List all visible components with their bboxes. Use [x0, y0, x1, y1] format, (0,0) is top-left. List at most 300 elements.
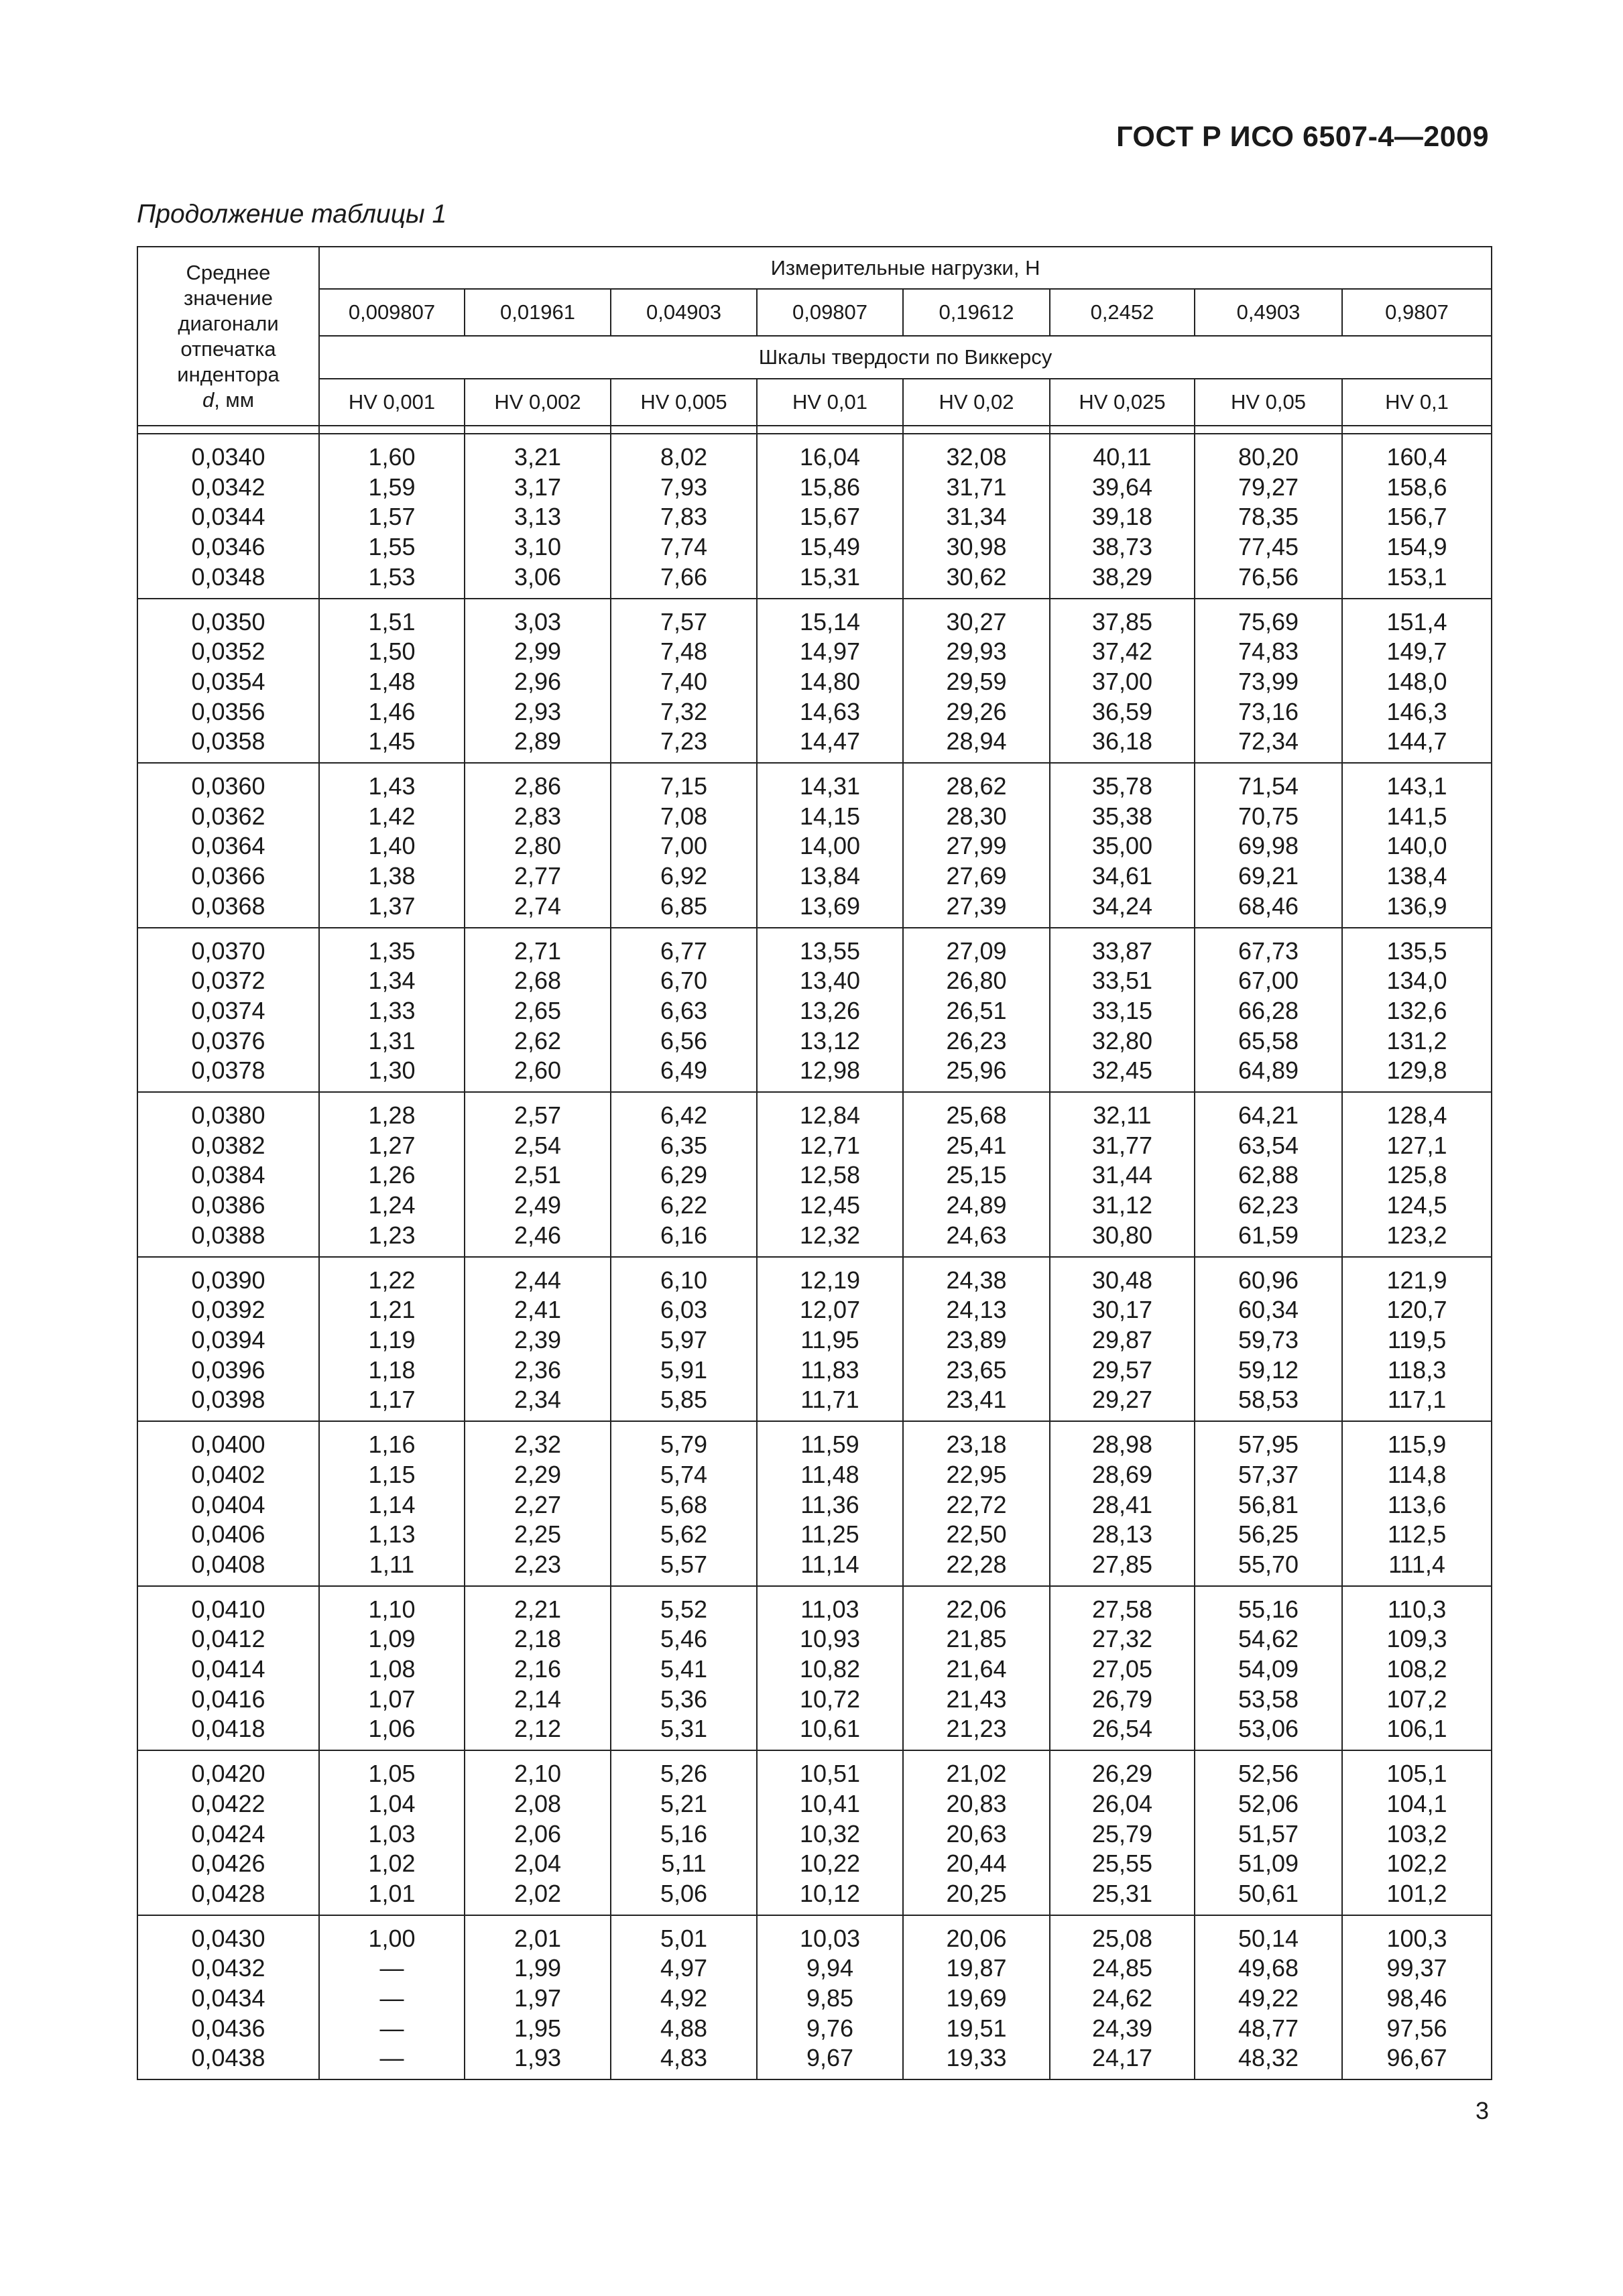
hardness-value: 20,06: [946, 1924, 1007, 1952]
hardness-value: 1,93: [514, 2044, 562, 2072]
hardness-values-cell: [465, 1750, 611, 1915]
hardness-value: 27,05: [1091, 1655, 1153, 1683]
hardness-value: 12,07: [799, 1296, 861, 1324]
hardness-value: 2,93: [514, 697, 562, 725]
hardness-value: 153,1: [1386, 562, 1447, 591]
hardness-values-cell: [903, 1257, 1050, 1422]
hardness-value: —: [379, 2014, 404, 2042]
hardness-value: 127,1: [1386, 1131, 1447, 1159]
hardness-value: 14,31: [799, 772, 861, 800]
hardness-value: 2,46: [514, 1221, 562, 1249]
hardness-value: 114,8: [1387, 1460, 1447, 1488]
hardness-value: 12,32: [799, 1221, 861, 1249]
hardness-value: 2,77: [514, 862, 562, 890]
hardness-value: 2,12: [514, 1715, 562, 1743]
hardness-value: 7,74: [660, 533, 708, 561]
load-value: 0,2452: [1050, 289, 1195, 336]
hardness-values-cell: [1342, 599, 1492, 764]
hardness-value: 2,32: [514, 1431, 562, 1459]
diagonal-value: 0,0368: [191, 892, 265, 920]
hardness-value: 15,31: [799, 562, 861, 591]
hardness-value: 12,71: [799, 1131, 861, 1159]
scale-label: HV 0,1: [1342, 379, 1492, 426]
hardness-value: —: [379, 1984, 404, 2012]
hardness-value: 2,68: [514, 967, 562, 995]
hardness-value: 32,11: [1093, 1101, 1152, 1130]
hardness-values-cell: [757, 599, 903, 764]
hardness-value: 23,65: [946, 1355, 1007, 1384]
hardness-value: 125,8: [1386, 1161, 1447, 1189]
load-value: 0,19612: [903, 289, 1050, 336]
hardness-value: 23,18: [946, 1431, 1007, 1459]
hardness-values-cell: [611, 1586, 757, 1751]
hardness-value: 2,96: [514, 667, 562, 695]
hardness-value: 6,16: [660, 1221, 708, 1249]
hardness-value: 11,36: [800, 1490, 859, 1518]
table-body: [137, 426, 1492, 2079]
hardness-value: —: [379, 2044, 404, 2072]
hardness-value: 2,29: [514, 1460, 562, 1488]
scale-label: HV 0,05: [1195, 379, 1342, 426]
hardness-value: 11,59: [800, 1431, 859, 1459]
hardness-value: 1,07: [368, 1685, 416, 1713]
hardness-value: 62,23: [1238, 1191, 1299, 1219]
hardness-value: 55,16: [1238, 1595, 1299, 1623]
hardness-value: 29,26: [946, 697, 1007, 725]
hardness-value: 23,41: [946, 1386, 1007, 1414]
hardness-value: 1,57: [368, 503, 416, 531]
hardness-values-cell: [1342, 928, 1492, 1093]
hardness-value: 2,18: [514, 1625, 562, 1653]
hardness-value: 77,45: [1238, 533, 1299, 561]
hardness-value: 59,12: [1238, 1355, 1299, 1384]
hardness-table: [137, 246, 1492, 2080]
hardness-value: 1,16: [368, 1431, 416, 1459]
hardness-value: 2,04: [514, 1850, 562, 1878]
hardness-value: 33,51: [1091, 967, 1153, 995]
hardness-value: 6,10: [660, 1266, 708, 1294]
hardness-value: 6,03: [660, 1296, 708, 1324]
hardness-value: 120,7: [1386, 1296, 1447, 1324]
hardness-value: 109,3: [1386, 1625, 1447, 1653]
hardness-value: 1,23: [368, 1221, 416, 1249]
hardness-value: 144,7: [1386, 727, 1447, 756]
hardness-value: 23,89: [946, 1325, 1007, 1353]
hardness-value: 7,15: [660, 772, 708, 800]
hardness-value: 6,22: [660, 1191, 708, 1219]
hardness-value: 14,15: [799, 802, 861, 830]
hardness-values-cell: [757, 434, 903, 599]
loads-header: Измерительные нагрузки, Н: [319, 247, 1492, 289]
hardness-value: 7,08: [660, 802, 708, 830]
hardness-value: 4,83: [660, 2044, 708, 2072]
hardness-value: 76,56: [1238, 562, 1299, 591]
hardness-value: 12,58: [799, 1161, 861, 1189]
hardness-value: 9,76: [806, 2014, 854, 2042]
diagonal-value: 0,0358: [191, 727, 265, 756]
diagonal-value: 0,0386: [191, 1191, 265, 1219]
load-value: 0,9807: [1342, 289, 1492, 336]
hardness-value: 2,71: [514, 936, 562, 965]
hardness-value: 72,34: [1238, 727, 1299, 756]
hardness-value: 6,29: [660, 1161, 708, 1189]
hardness-value: 2,16: [514, 1655, 562, 1683]
hardness-value: 7,40: [660, 667, 708, 695]
hardness-value: 67,73: [1238, 936, 1299, 965]
table-row-group: [137, 434, 1492, 599]
hardness-value: 13,40: [799, 967, 861, 995]
hardness-value: 7,66: [660, 562, 708, 591]
hardness-value: 1,05: [368, 1760, 416, 1788]
hardness-value: 13,26: [799, 996, 861, 1024]
hardness-values-cell: [1195, 1915, 1342, 2080]
hardness-value: 36,18: [1091, 727, 1153, 756]
hardness-value: 151,4: [1386, 607, 1447, 636]
hardness-value: 1,50: [368, 638, 416, 666]
hardness-value: 134,0: [1386, 967, 1447, 995]
diagonal-value: 0,0424: [191, 1819, 265, 1848]
hardness-value: 61,59: [1238, 1221, 1299, 1249]
hardness-value: 30,62: [946, 562, 1007, 591]
hardness-value: 20,83: [946, 1789, 1007, 1817]
hardness-value: 27,99: [946, 832, 1007, 860]
hardness-value: 10,82: [799, 1655, 861, 1683]
hardness-value: 57,95: [1238, 1431, 1299, 1459]
hardness-values-cell: [757, 1421, 903, 1586]
hardness-value: 21,23: [946, 1715, 1007, 1743]
hardness-value: 3,03: [514, 607, 562, 636]
hardness-value: 4,92: [660, 1984, 708, 2012]
diagonal-values-cell: [137, 1257, 319, 1422]
hardness-value: 58,53: [1238, 1386, 1299, 1414]
table-row-group: [137, 928, 1492, 1093]
diagonal-value: 0,0346: [191, 533, 265, 561]
hardness-value: 29,59: [946, 667, 1007, 695]
hardness-value: 62,88: [1238, 1161, 1299, 1189]
hardness-values-cell: [903, 763, 1050, 928]
hardness-value: 2,80: [514, 832, 562, 860]
hardness-value: 5,68: [660, 1490, 708, 1518]
hardness-value: 71,54: [1238, 772, 1299, 800]
hardness-value: 26,80: [946, 967, 1007, 995]
hardness-value: 30,98: [946, 533, 1007, 561]
hardness-value: 35,38: [1091, 802, 1153, 830]
scale-label: HV 0,01: [757, 379, 903, 426]
hardness-value: 15,14: [799, 607, 861, 636]
hardness-value: 156,7: [1386, 503, 1447, 531]
hardness-values-cell: [757, 1750, 903, 1915]
hardness-value: 7,83: [660, 503, 708, 531]
hardness-value: 16,04: [799, 443, 861, 471]
diagonal-value: 0,0436: [191, 2014, 265, 2042]
hardness-values-cell: [1342, 1750, 1492, 1915]
diagonal-symbol: d: [202, 387, 215, 412]
hardness-value: 1,60: [368, 443, 416, 471]
hardness-value: 49,68: [1238, 1954, 1299, 1982]
hardness-value: 8,02: [660, 443, 708, 471]
hardness-value: 5,52: [660, 1595, 708, 1623]
hardness-value: 21,02: [946, 1760, 1007, 1788]
hardness-value: 22,95: [946, 1460, 1007, 1488]
table-row-group: [137, 1750, 1492, 1915]
hardness-value: 51,57: [1238, 1819, 1299, 1848]
diagonal-value: 0,0370: [191, 936, 265, 965]
hardness-value: 13,12: [799, 1026, 861, 1054]
diagonal-value: 0,0380: [191, 1101, 265, 1130]
hardness-value: 1,22: [368, 1266, 416, 1294]
hardness-values-cell: [903, 599, 1050, 764]
hardness-value: 128,4: [1386, 1101, 1447, 1130]
hardness-value: 2,25: [514, 1520, 562, 1549]
diagonal-value: 0,0396: [191, 1355, 265, 1384]
hardness-value: 34,61: [1091, 862, 1153, 890]
load-value: 0,4903: [1195, 289, 1342, 336]
hardness-value: 12,45: [799, 1191, 861, 1219]
hardness-value: 19,33: [946, 2044, 1007, 2072]
hardness-values-cell: [465, 434, 611, 599]
hardness-value: 2,39: [514, 1325, 562, 1353]
hardness-value: 5,41: [660, 1655, 708, 1683]
hardness-value: 11,14: [800, 1550, 859, 1578]
hardness-value: 27,69: [946, 862, 1007, 890]
hardness-value: 25,96: [946, 1056, 1007, 1085]
hardness-value: 1,04: [368, 1789, 416, 1817]
hardness-value: 30,17: [1091, 1296, 1153, 1324]
hardness-value: 5,26: [660, 1760, 708, 1788]
hardness-value: 13,69: [799, 892, 861, 920]
hardness-value: 5,79: [660, 1431, 708, 1459]
hardness-value: 98,46: [1386, 1984, 1447, 2012]
hardness-value: 2,06: [514, 1819, 562, 1848]
diagonal-value: 0,0372: [191, 967, 265, 995]
hardness-value: 1,38: [368, 862, 416, 890]
hardness-value: 6,70: [660, 967, 708, 995]
hardness-value: 1,14: [368, 1490, 416, 1518]
hardness-value: 69,21: [1238, 862, 1299, 890]
hardness-value: 15,67: [799, 503, 861, 531]
hardness-value: 10,93: [799, 1625, 861, 1653]
hardness-value: 97,56: [1386, 2014, 1447, 2042]
hardness-values-cell: [465, 928, 611, 1093]
hardness-value: 39,64: [1091, 473, 1153, 501]
diagonal-value: 0,0420: [191, 1760, 265, 1788]
hardness-value: 2,60: [514, 1056, 562, 1085]
diagonal-value: 0,0362: [191, 802, 265, 830]
hardness-value: 11,83: [800, 1355, 859, 1384]
hardness-value: 28,98: [1091, 1431, 1153, 1459]
load-value: 0,01961: [465, 289, 611, 336]
hardness-value: 6,35: [660, 1131, 708, 1159]
hardness-value: 123,2: [1386, 1221, 1447, 1249]
diagonal-value: 0,0342: [191, 473, 265, 501]
hardness-values-cell: [1342, 1421, 1492, 1586]
hardness-value: 74,83: [1238, 638, 1299, 666]
hardness-value: 56,25: [1238, 1520, 1299, 1549]
hardness-value: 7,00: [660, 832, 708, 860]
hardness-value: 6,56: [660, 1026, 708, 1054]
diagonal-header-line4: отпечатка: [180, 337, 276, 361]
hardness-value: 1,10: [368, 1595, 416, 1623]
hardness-value: 31,77: [1091, 1131, 1153, 1159]
hardness-value: 10,32: [799, 1819, 861, 1848]
scale-label: HV 0,005: [611, 379, 757, 426]
hardness-value: 14,47: [799, 727, 861, 756]
hardness-value: 2,89: [514, 727, 562, 756]
hardness-values-cell: [611, 1421, 757, 1586]
diagonal-value: 0,0434: [191, 1984, 265, 2012]
diagonal-values-cell: [137, 763, 319, 928]
hardness-value: 10,03: [799, 1924, 861, 1952]
hardness-value: 29,27: [1091, 1386, 1153, 1414]
hardness-value: 12,84: [799, 1101, 861, 1130]
hardness-values-cell: [465, 1586, 611, 1751]
hardness-values-cell: [319, 599, 465, 764]
hardness-value: 100,3: [1386, 1924, 1447, 1952]
hardness-value: 10,22: [799, 1850, 861, 1878]
diagonal-value: 0,0410: [191, 1595, 265, 1623]
hardness-value: 138,4: [1386, 862, 1447, 890]
hardness-value: 5,97: [660, 1325, 708, 1353]
hardness-value: 64,89: [1238, 1056, 1299, 1085]
hardness-value: 26,79: [1091, 1685, 1153, 1713]
diagonal-value: 0,0414: [191, 1655, 265, 1683]
diagonal-value: 0,0438: [191, 2044, 265, 2072]
hardness-value: 135,5: [1386, 936, 1447, 965]
hardness-value: 110,3: [1387, 1595, 1447, 1623]
hardness-value: 30,48: [1091, 1266, 1153, 1294]
hardness-values-cell: [903, 1092, 1050, 1257]
hardness-value: 1,55: [368, 533, 416, 561]
scale-label: HV 0,002: [465, 379, 611, 426]
hardness-value: 2,10: [514, 1760, 562, 1788]
hardness-value: 53,06: [1238, 1715, 1299, 1743]
diagonal-value: 0,0354: [191, 667, 265, 695]
hardness-value: 52,06: [1238, 1789, 1299, 1817]
table-row-group: [137, 1092, 1492, 1257]
document-code: ГОСТ Р ИСО 6507-4—2009: [1116, 121, 1489, 153]
hardness-value: 1,53: [368, 562, 416, 591]
scale-label: HV 0,001: [319, 379, 465, 426]
hardness-value: 48,77: [1238, 2014, 1299, 2042]
hardness-value: 11,25: [800, 1520, 859, 1549]
hardness-value: 121,9: [1386, 1266, 1447, 1294]
hardness-value: 2,54: [514, 1131, 562, 1159]
hardness-values-cell: [1195, 1421, 1342, 1586]
diagonal-value: 0,0404: [191, 1490, 265, 1518]
hardness-value: 38,29: [1091, 562, 1153, 591]
hardness-value: 53,58: [1238, 1685, 1299, 1713]
hardness-value: 37,42: [1091, 638, 1153, 666]
hardness-value: 26,23: [946, 1026, 1007, 1054]
diagonal-value: 0,0426: [191, 1850, 265, 1878]
hardness-value: 64,21: [1238, 1101, 1299, 1130]
hardness-value: 5,85: [660, 1386, 708, 1414]
hardness-value: 27,85: [1091, 1550, 1153, 1578]
hardness-value: 25,08: [1091, 1924, 1153, 1952]
hardness-value: 28,69: [1091, 1460, 1153, 1488]
hardness-value: 25,31: [1091, 1879, 1153, 1907]
hardness-value: —: [379, 1954, 404, 1982]
hardness-value: 29,57: [1091, 1355, 1153, 1384]
hardness-value: 30,27: [946, 607, 1007, 636]
hardness-values-cell: [903, 1750, 1050, 1915]
hardness-value: 65,58: [1238, 1026, 1299, 1054]
hardness-value: 1,45: [368, 727, 416, 756]
hardness-value: 48,32: [1238, 2044, 1299, 2072]
hardness-value: 11,48: [800, 1460, 859, 1488]
hardness-value: 31,12: [1091, 1191, 1153, 1219]
hardness-value: 105,1: [1386, 1760, 1447, 1788]
hardness-value: 79,27: [1238, 473, 1299, 501]
hardness-value: 50,14: [1238, 1924, 1299, 1952]
hardness-value: 3,21: [514, 443, 562, 471]
hardness-value: 7,32: [660, 697, 708, 725]
hardness-value: 2,57: [514, 1101, 562, 1130]
hardness-value: 1,19: [368, 1325, 416, 1353]
hardness-value: 1,59: [368, 473, 416, 501]
hardness-value: 36,59: [1091, 697, 1153, 725]
hardness-values-cell: [1195, 928, 1342, 1093]
hardness-value: 24,39: [1091, 2014, 1153, 2042]
hardness-values-cell: [611, 763, 757, 928]
hardness-value: 60,34: [1238, 1296, 1299, 1324]
hardness-value: 10,51: [799, 1760, 861, 1788]
hardness-value: 129,8: [1386, 1056, 1447, 1085]
hardness-values-cell: [1050, 599, 1195, 764]
hardness-value: 19,69: [946, 1984, 1007, 2012]
hardness-value: 33,15: [1091, 996, 1153, 1024]
hardness-values-cell: [1342, 1092, 1492, 1257]
diagonal-values-cell: [137, 434, 319, 599]
hardness-value: 5,36: [660, 1685, 708, 1713]
hardness-value: 49,22: [1238, 1984, 1299, 2012]
diagonal-value: 0,0398: [191, 1386, 265, 1414]
hardness-value: 158,6: [1386, 473, 1447, 501]
hardness-value: 26,51: [946, 996, 1007, 1024]
hardness-values-cell: [1050, 1092, 1195, 1257]
hardness-values-cell: [319, 1092, 465, 1257]
hardness-values-cell: [1195, 1750, 1342, 1915]
diagonal-value: 0,0428: [191, 1879, 265, 1907]
hardness-value: 35,78: [1091, 772, 1153, 800]
hardness-value: 2,34: [514, 1386, 562, 1414]
table-row-group: [137, 763, 1492, 928]
diagonal-value: 0,0394: [191, 1325, 265, 1353]
hardness-value: 24,85: [1091, 1954, 1153, 1982]
hardness-value: 32,45: [1091, 1056, 1153, 1085]
hardness-value: 3,13: [514, 503, 562, 531]
diagonal-value: 0,0390: [191, 1266, 265, 1294]
hardness-value: 28,41: [1091, 1490, 1153, 1518]
hardness-value: 22,50: [946, 1520, 1007, 1549]
hardness-value: 60,96: [1238, 1266, 1299, 1294]
hardness-value: 111,4: [1388, 1550, 1445, 1578]
hardness-value: 10,72: [799, 1685, 861, 1713]
hardness-value: 20,25: [946, 1879, 1007, 1907]
hardness-values-cell: [319, 1915, 465, 2080]
hardness-value: 66,28: [1238, 996, 1299, 1024]
table-row-group: [137, 1915, 1492, 2080]
hardness-value: 1,31: [368, 1026, 416, 1054]
hardness-value: 118,3: [1387, 1355, 1447, 1384]
diagonal-value: 0,0364: [191, 832, 265, 860]
hardness-value: 22,06: [946, 1595, 1007, 1623]
hardness-value: 7,48: [660, 638, 708, 666]
hardness-value: 131,2: [1386, 1026, 1447, 1054]
hardness-value: 2,83: [514, 802, 562, 830]
hardness-value: 11,03: [800, 1595, 859, 1623]
diagonal-unit: , мм: [214, 387, 255, 412]
